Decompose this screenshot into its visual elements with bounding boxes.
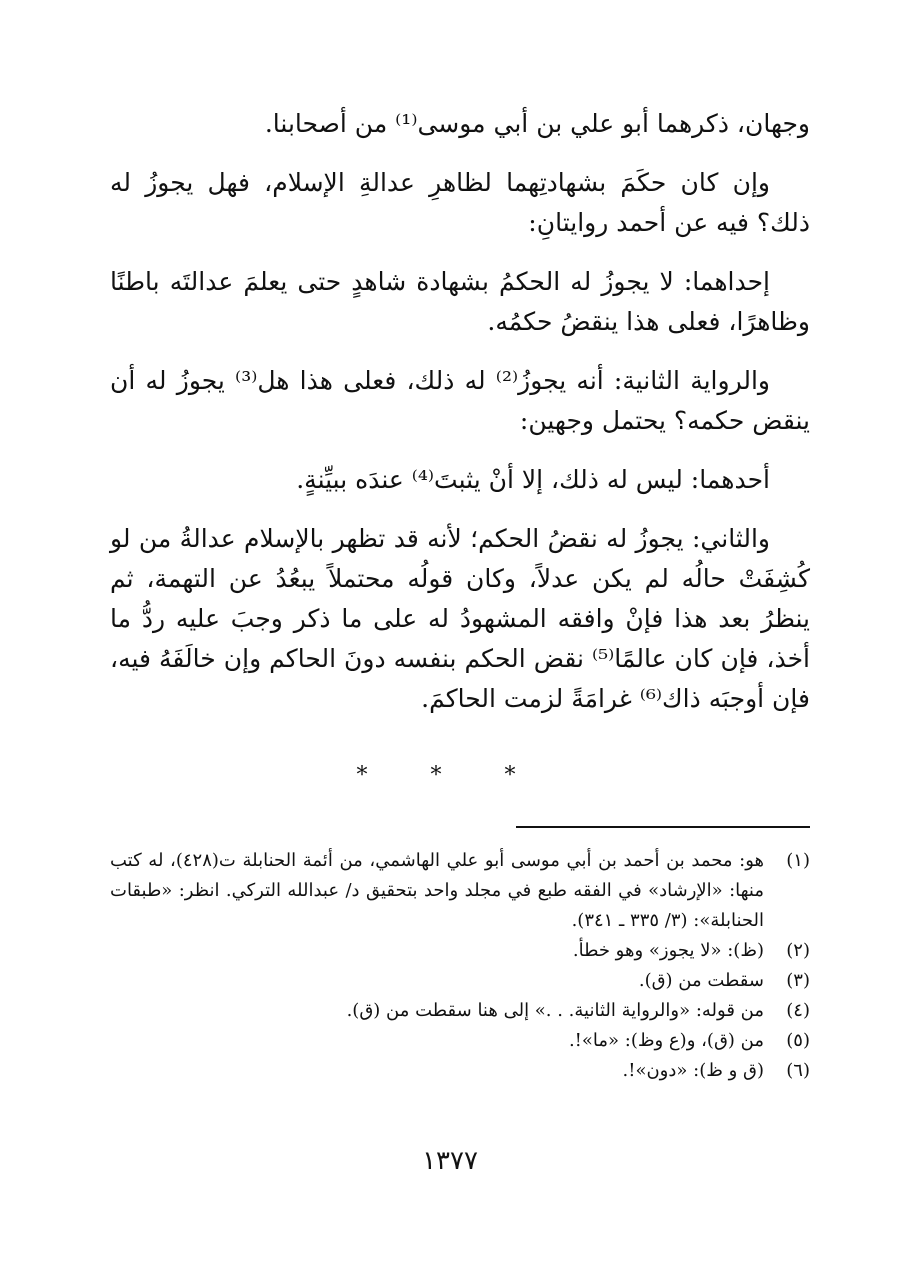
paragraph: والثاني: يجوزُ له نقضُ الحكم؛ لأنه قد تظهر بالإسلام عدالةُ من لو كُشِفَتْ حالُه لم يكن عدلاً، وكان قولُه محتملاً يبعُدُ عن التهمة، ثم ينظرُ بعد هذا فإنْ وافقه المشهودُ له على ما ذكر وجبَ عليه ردُّ ما أخذ، فإن كان عالمًا⁽⁵⁾ نقض الحكم بنفسه دونَ الحاكم وإن خالَفَهُ فيه، فإن أوجبَه ذاك⁽⁶⁾ غرامَةً لزمت الحاكمَ. <box>110 524 811 713</box>
footnote-number: (٢) <box>786 940 810 961</box>
footnote-number: (٥) <box>786 1030 810 1051</box>
footnote-item <box>110 1026 810 1056</box>
footnote-text: (ق و ظ): «دون»!. <box>622 1060 764 1081</box>
footnote-text: سقطت من (ق). <box>638 970 764 991</box>
footnote-item <box>110 996 810 1026</box>
paragraph: إحداهما: لا يجوزُ له الحكمُ بشهادة شاهدٍ حتى يعلمَ عدالتَه باطنًا وظاهرًا، فعلى هذا ينقضُ حكمُه. <box>110 267 810 336</box>
paragraph: وإن كان حكَمَ بشهادتِهما لظاهرِ عدالةِ الإسلام، فهل يجوزُ له ذلك؟ فيه عن أحمد روايتانِ: <box>110 168 810 237</box>
footnote-item <box>110 966 810 996</box>
paragraph: وجهان، ذكرهما أبو علي بن أبي موسى⁽¹⁾ من أصحابنا. <box>264 109 810 138</box>
main-text <box>110 104 810 738</box>
footnote-text: من (ق)، و(ع وظ): «ما»!. <box>568 1030 764 1051</box>
footnote-text: (ظ): «لا يجوز» وهو خطأ. <box>572 940 764 961</box>
footnotes <box>110 846 810 1086</box>
footnote-number: (٦) <box>786 1060 810 1081</box>
footnote-item <box>110 936 810 966</box>
footnote-divider <box>516 826 810 828</box>
paragraph: والرواية الثانية: أنه يجوزُ⁽²⁾ له ذلك، فعلى هذا هل⁽³⁾ يجوزُ له أن ينقض حكمه؟ يحتمل وجهين: <box>110 366 810 435</box>
footnote-number: (٣) <box>786 970 810 991</box>
footnote-item <box>110 1056 810 1086</box>
page-number: ١٣٧٧ <box>422 1146 478 1176</box>
paragraph: أحدهما: ليس له ذلك، إلا أنْ يثبتَ⁽⁴⁾ عندَه ببيِّنةٍ. <box>296 465 770 494</box>
section-separator: * * * <box>356 763 544 788</box>
footnote-text: هو: محمد بن أحمد بن أبي موسى أبو علي الهاشمي، من أئمة الحنابلة ت(٤٢٨)، له كتب منها: «الإرشاد» في الفقه طبع في مجلد واحد بتحقيق د/ عبدالله التركي. انظر: «طبقات الحنابلة»: (٣/ ٣٣٥ ـ ٣٤١). <box>110 850 764 931</box>
footnote-text: من قوله: «والرواية الثانية. . .» إلى هنا سقطت من (ق). <box>346 1000 764 1021</box>
footnote-number: (١) <box>786 850 810 871</box>
footnote-item <box>110 846 810 936</box>
footnote-number: (٤) <box>786 1000 810 1021</box>
